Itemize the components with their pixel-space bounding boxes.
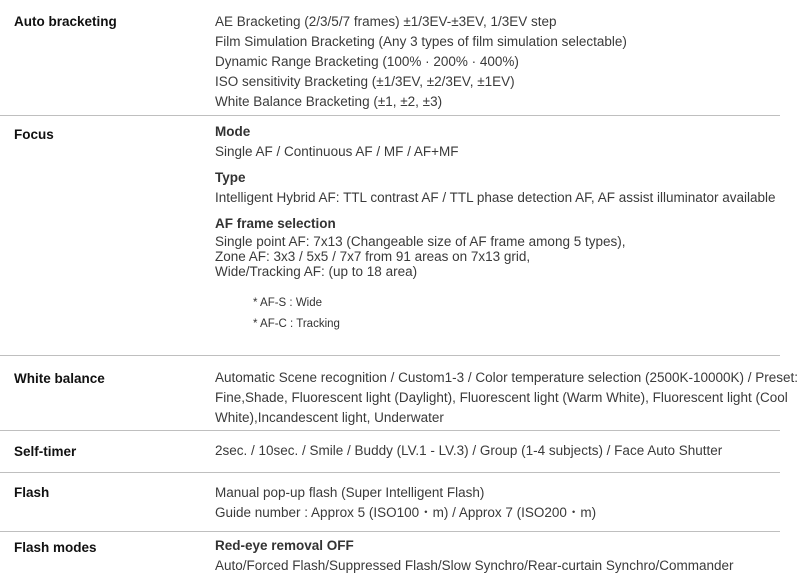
spec-line: White Balance Bracketing (±1, ±2, ±3) (215, 94, 443, 109)
row-label: Flash (14, 485, 50, 500)
af-frame-line: Zone AF: 3x3 / 5x5 / 7x7 from 91 areas on 7x13 grid, (215, 249, 531, 264)
row-label: Flash modes (14, 540, 97, 555)
row-content (215, 483, 795, 523)
spec-line: Film Simulation Bracketing (Any 3 types of film simulation selectable) (215, 34, 627, 49)
row-content (215, 536, 795, 576)
af-frame-heading: AF frame selection (215, 216, 336, 231)
row-label: Focus (14, 127, 54, 142)
row-divider (0, 430, 780, 431)
af-note: * AF-S : Wide (253, 297, 323, 309)
spec-line: Manual pop-up flash (Super Intelligent Flash) (215, 485, 485, 500)
spec-line: Auto/Forced Flash/Suppressed Flash/Slow Synchro/Rear-curtain Synchro/Commander (215, 558, 734, 573)
spec-line: Dynamic Range Bracketing (100% · 200% · 400%) (215, 54, 519, 69)
af-frame-line: Wide/Tracking AF: (up to 18 area) (215, 264, 418, 279)
focus-type-text: Intelligent Hybrid AF: TTL contrast AF / TTL phase detection AF, AF assist illuminator available (215, 190, 776, 205)
spec-line: Fine,Shade, Fluorescent light (Daylight), Fluorescent light (Warm White), Fluorescent light (Cool (215, 390, 788, 405)
row-content (215, 441, 795, 461)
af-frame-line: Single point AF: 7x13 (Changeable size of AF frame among 5 types), (215, 234, 626, 249)
af-note: * AF-C : Tracking (253, 318, 340, 330)
row-divider (0, 531, 780, 532)
flash-modes-heading: Red-eye removal OFF (215, 538, 354, 553)
row-divider (0, 472, 780, 473)
spec-line: White),Incandescent light, Underwater (215, 410, 444, 425)
row-content (215, 368, 799, 428)
row-label: Self-timer (14, 444, 77, 459)
spec-line: Automatic Scene recognition / Custom1-3 / Color temperature selection (2500K-10000K) / Preset: (215, 370, 799, 385)
spec-line: Guide number : Approx 5 (ISO100・m) / Approx 7 (ISO200・m) (215, 505, 597, 520)
spec-line: ISO sensitivity Bracketing (±1/3EV, ±2/3EV, ±1EV) (215, 74, 515, 89)
row-content (215, 122, 795, 330)
row-label: Auto bracketing (14, 14, 117, 29)
row-divider (0, 355, 780, 356)
spec-line: AE Bracketing (2/3/5/7 frames) ±1/3EV-±3EV, 1/3EV step (215, 14, 557, 29)
row-label: White balance (14, 371, 105, 386)
row-content (215, 12, 795, 112)
row-divider (0, 115, 780, 116)
spec-line: 2sec. / 10sec. / Smile / Buddy (LV.1 - LV.3) / Group (1-4 subjects) / Face Auto Shutter (215, 443, 723, 458)
focus-mode-text: Single AF / Continuous AF / MF / AF+MF (215, 144, 459, 159)
focus-type-heading: Type (215, 170, 246, 185)
focus-mode-heading: Mode (215, 124, 251, 139)
